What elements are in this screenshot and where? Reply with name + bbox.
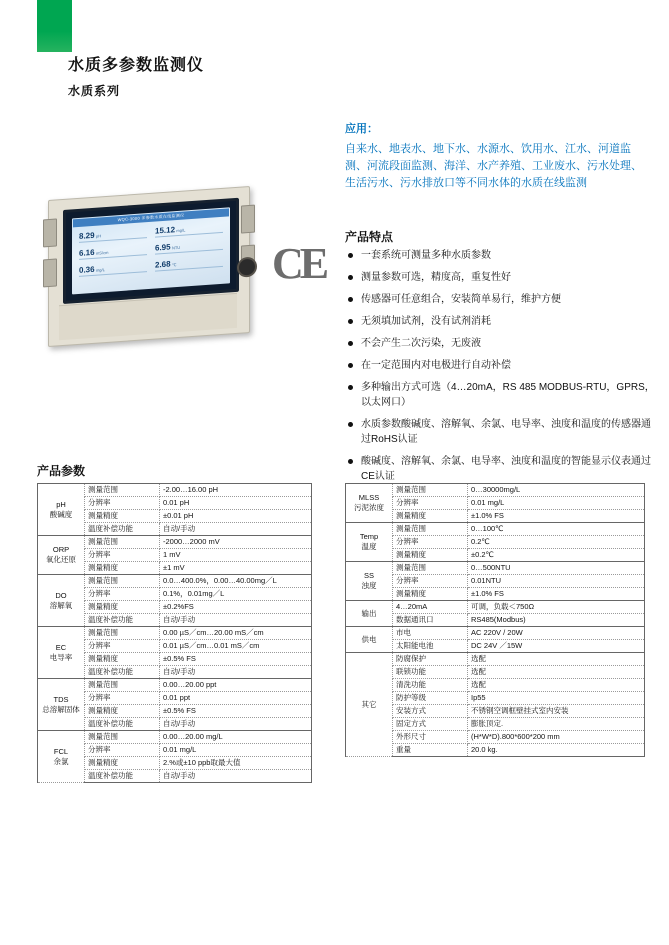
table-row [38,627,312,640]
list-item [345,417,655,447]
param-key: 清洗功能 [393,679,468,692]
param-value: 0…500NTU [468,562,645,575]
feature-text: 酸碱度、溶解氧、余氯、电导率、浊度和温度的智能显示仪表通过CE认证 [361,456,651,482]
bullet-icon [348,319,353,324]
table-row [38,536,312,549]
param-value: ±1 mV [160,562,312,575]
device-connector [239,259,255,276]
param-key: 测量精度 [393,588,468,601]
readout-value: 2.68 [155,259,171,270]
param-value: 自动/手动 [160,666,312,679]
param-key: 测量精度 [85,653,160,666]
param-key: 温度补偿功能 [85,614,160,627]
params-table-left-body [38,484,312,783]
readout-value: 15.12 [155,225,176,236]
table-row [346,601,645,614]
param-value: 0.00 µS／cm…20.00 mS／cm [160,627,312,640]
param-value: 选配 [468,679,645,692]
list-item [345,248,655,263]
feature-text: 多种输出方式可选（4…20mA，RS 485 MODBUS-RTU，GPRS，以太网口） [361,382,655,408]
param-value: 选配 [468,653,645,666]
device-display [72,207,230,294]
list-item [345,314,655,329]
param-value: Ip55 [468,692,645,705]
param-value: 1 mV [160,549,312,562]
list-item [345,292,655,307]
bullet-icon [348,363,353,368]
param-group-name: SS 浊度 [346,562,393,601]
param-key: 分辨率 [85,744,160,757]
device-latch-right-top [241,205,255,234]
param-key: 测量范围 [85,575,160,588]
param-value: 自动/手动 [160,614,312,627]
feature-text: 不会产生二次污染，无废液 [361,338,481,349]
param-key: 4…20mA [393,601,468,614]
params-title: 产品参数 [37,464,86,478]
param-group-name: Temp 温度 [346,523,393,562]
param-value: 2.%或±10 ppb取最大值 [160,757,312,770]
table-row [346,653,645,666]
table-row [346,484,645,497]
param-key: 固定方式 [393,718,468,731]
param-key: 温度补偿功能 [85,718,160,731]
param-value: 0.01 ppt [160,692,312,705]
param-value: 0.01 mg/L [468,497,645,510]
params-table-right-body [346,484,645,757]
display-header: WQC-3000 多参数水质在线监测仪 [73,208,229,227]
feature-text: 传感器可任意组合，安装简单易行，维护方便 [361,294,561,305]
bullet-icon [348,341,353,346]
param-key: 测量精度 [85,601,160,614]
param-value: 0.01 pH [160,497,312,510]
param-value: DC 24V ／15W [468,640,645,653]
param-value: 20.0 kg. [468,744,645,757]
param-key: 外形尺寸 [393,731,468,744]
param-value: 0…100℃ [468,523,645,536]
param-value: ±0.5% FS [160,653,312,666]
application-block [345,120,645,192]
param-key: 太阳能电池 [393,640,468,653]
bullet-icon [348,253,353,258]
param-value: ±0.2℃ [468,549,645,562]
param-key: 测量精度 [85,562,160,575]
application-title: 应用： [345,123,378,135]
param-key: 分辨率 [85,692,160,705]
bullet-icon [348,385,353,390]
param-key: 防护等级 [393,692,468,705]
param-key: 测量精度 [393,510,468,523]
param-group-name: pH 酸碱度 [38,484,85,536]
bullet-icon [348,422,353,427]
param-key: 防腐保护 [393,653,468,666]
list-item [345,336,655,351]
param-key: 温度补偿功能 [85,770,160,783]
feature-text: 水质参数酸碱度、溶解氧、余氯、电导率、浊度和温度的传感器通过RoHS认证 [361,419,651,445]
param-group-name: 供电 [346,627,393,653]
param-key: 测量范围 [85,679,160,692]
param-key: 测量范围 [393,523,468,536]
table-row [38,731,312,744]
param-value: ±0.01 pH [160,510,312,523]
list-item [345,454,655,484]
param-key: 分辨率 [85,640,160,653]
readout-value: 0.36 [79,264,95,275]
param-value: ±0.2%FS [160,601,312,614]
param-value: (H*W*D).800*600*200 mm [468,731,645,744]
param-key: 分辨率 [393,536,468,549]
param-key: 联锁功能 [393,666,468,679]
param-value: 膨胀顶定. [468,718,645,731]
table-row [346,523,645,536]
param-value: -2.00…16.00 pH [160,484,312,497]
param-key: 温度补偿功能 [85,523,160,536]
param-key: 安装方式 [393,705,468,718]
list-item [345,358,655,373]
param-value: 0.2℃ [468,536,645,549]
param-value: 0.1%，0.01mg／L [160,588,312,601]
device-latch-left-bottom [43,258,57,287]
readout-unit: mg/L [95,267,105,273]
param-value: ±1.0% FS [468,588,645,601]
param-value: 自动/手动 [160,718,312,731]
param-key: 测量范围 [85,536,160,549]
table-row [38,575,312,588]
param-value: 自动/手动 [160,523,312,536]
list-item [345,380,655,410]
feature-text: 测量参数可选，精度高，重复性好 [361,272,511,283]
param-key: 测量精度 [85,757,160,770]
param-key: 重量 [393,744,468,757]
param-value: ±1.0% FS [468,510,645,523]
param-key: 测量精度 [85,705,160,718]
brand-color-bar [37,0,72,52]
param-key: 分辨率 [393,575,468,588]
param-group-name: EC 电导率 [38,627,85,679]
param-key: 测量范围 [85,731,160,744]
ce-mark-icon: CE [272,239,326,288]
param-key: 市电 [393,627,468,640]
bullet-icon [348,275,353,280]
param-key: 分辨率 [85,588,160,601]
readout-value: 8.29 [79,230,95,241]
param-group-name: 其它 [346,653,393,757]
table-row [346,562,645,575]
feature-text: 在一定范围内对电极进行自动补偿 [361,360,511,371]
param-value: AC 220V / 20W [468,627,645,640]
param-value: 0…30000mg/L [468,484,645,497]
param-key: 测量精度 [393,549,468,562]
param-key: 测量范围 [85,627,160,640]
param-value: RS485(Modbus) [468,614,645,627]
bullet-icon [348,297,353,302]
device-enclosure [48,186,250,347]
param-value: 自动/手动 [160,770,312,783]
param-value: 可调，负载＜750Ω [468,601,645,614]
param-key: 测量范围 [393,484,468,497]
param-group-name: DO 溶解氧 [38,575,85,627]
param-value: 0.0…400.0%，0.00…40.00mg／L [160,575,312,588]
param-value: 0.00…20.00 ppt [160,679,312,692]
params-table-left [37,483,312,783]
device-latch-left-top [43,218,57,247]
params-table-right [345,483,645,757]
param-value: ±0.5% FS [160,705,312,718]
param-value: 0.01 mg/L [160,744,312,757]
readout-unit: NTU [171,244,181,251]
features-list [345,248,655,491]
readout-unit: mS/cm [95,249,109,256]
readout-unit: pH [95,233,102,239]
param-value: 0.00…20.00 mg/L [160,731,312,744]
bullet-icon [348,459,353,464]
product-photo [40,185,270,365]
param-key: 数据通讯口 [393,614,468,627]
param-key: 测量范围 [393,562,468,575]
param-key: 测量精度 [85,510,160,523]
table-row [346,627,645,640]
table-row [38,484,312,497]
param-value: 0.01NTU [468,575,645,588]
param-value: 选配 [468,666,645,679]
page-subtitle: 水质系列 [68,84,121,98]
param-value: 不锈钢空调框壁挂式室内安装 [468,705,645,718]
readout-value: 6.16 [79,247,95,258]
param-group-name: FCL 余氯 [38,731,85,783]
param-key: 分辨率 [85,497,160,510]
param-key: 分辨率 [393,497,468,510]
readout-value: 6.95 [155,242,171,253]
param-key: 温度补偿功能 [85,666,160,679]
param-value: -2000…2000 mV [160,536,312,549]
param-value: 0.01 µS／cm…0.01 mS／cm [160,640,312,653]
table-row [38,679,312,692]
readout-unit: mg/L [176,227,186,234]
application-text: 自来水、地表水、地下水、水源水、饮用水、江水、河道监测、河流段面监测、海洋、水产养殖、工业废水、污水处理、生活污水、污水排放口等不同水体的水质在线监测 [345,143,642,189]
param-group-name: MLSS 污泥浓度 [346,484,393,523]
param-group-name: ORP 氧化还原 [38,536,85,575]
list-item [345,270,655,285]
feature-text: 一套系统可测量多种水质参数 [361,250,491,261]
device-display-bezel [63,198,239,304]
param-group-name: 输出 [346,601,393,627]
readout-unit: ℃ [171,262,177,268]
param-key: 测量范围 [85,484,160,497]
feature-text: 无须填加试剂，没有试剂消耗 [361,316,491,327]
page-title: 水质多参数监测仪 [68,57,205,74]
features-title: 产品特点 [345,230,394,244]
param-group-name: TDS 总溶解固体 [38,679,85,731]
param-key: 分辨率 [85,549,160,562]
